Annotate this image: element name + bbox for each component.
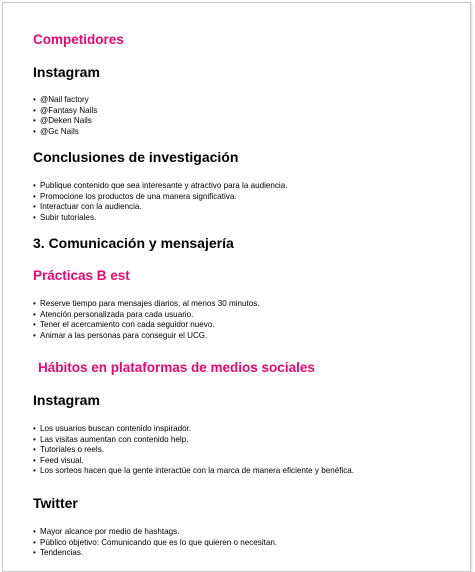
heading-comunicacion: 3. Comunicación y mensajería xyxy=(33,235,234,251)
heading-conclusiones: Conclusiones de investigación xyxy=(33,149,239,165)
list-item: • Mayor alcance por medio de hashtags. xyxy=(33,527,277,538)
heading-instagram-habitos: Instagram xyxy=(33,392,100,408)
list-item: • @Gc Nails xyxy=(33,127,97,138)
list-item: • Las visitas aumentan con contenido help. xyxy=(33,435,354,446)
heading-habitos: Hábitos en plataformas de medios sociales xyxy=(38,360,315,375)
list-item: • @Fantasy Nails xyxy=(33,106,97,117)
list-item: • Publique contenido que sea interesante y atractivo para la audiencia. xyxy=(33,181,287,192)
list-item: • Tendencias. xyxy=(33,548,277,559)
list-item: • Interactuar con la audiencia. xyxy=(33,202,287,213)
heading-practicas: Prácticas B est xyxy=(33,268,130,283)
list-item: • Promocione los productos de una manera significativa. xyxy=(33,192,287,203)
list-item: • Tener el acercamiento con cada seguidor nuevo. xyxy=(33,320,260,331)
heading-twitter: Twitter xyxy=(33,495,78,511)
heading-competidores: Competidores xyxy=(33,32,124,47)
list-item: • Feed visual. xyxy=(33,456,354,467)
list-item: • Los sorteos hacen que la gente interactúe con la marca de manera eficiente y benéfica. xyxy=(33,466,354,477)
list-item: • @Nail factory xyxy=(33,95,97,106)
instagram-competitors-list xyxy=(33,95,97,137)
heading-instagram: Instagram xyxy=(33,64,100,80)
instagram-habitos-list xyxy=(33,424,354,477)
list-item: • @Deken Nails xyxy=(33,116,97,127)
list-item: • Atención personalizada para cada usuario. xyxy=(33,310,260,321)
list-item: • Reserve tiempo para mensajes diarios, al menos 30 minutos. xyxy=(33,299,260,310)
conclusiones-list xyxy=(33,181,287,223)
list-item: • Animar a las personas para conseguir el UCG. xyxy=(33,331,260,342)
document-page xyxy=(2,2,471,572)
list-item: • Los usuarios buscan contenido inspirador. xyxy=(33,424,354,435)
list-item: • Subir tutoriales. xyxy=(33,213,287,224)
list-item: • Tutoriales o reels. xyxy=(33,445,354,456)
twitter-list xyxy=(33,527,277,559)
practicas-list xyxy=(33,299,260,341)
list-item: • Público objetivo: Comunicando que es lo que quieren o necesitan. xyxy=(33,538,277,549)
